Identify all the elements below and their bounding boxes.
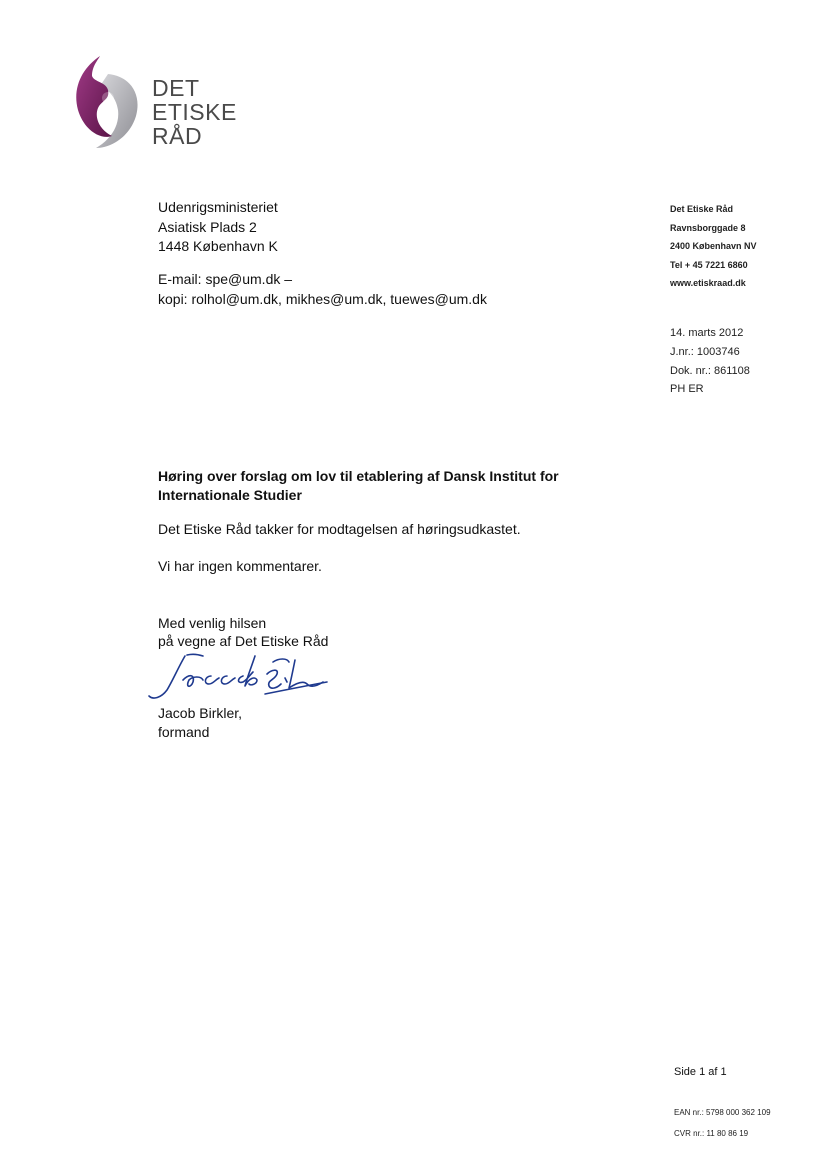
recipient-city: 1448 København K [158, 238, 278, 254]
closing [158, 614, 328, 650]
sender-street: Ravnsborggade 8 [670, 222, 746, 233]
cvr-number: CVR nr.: 11 80 86 19 [674, 1129, 749, 1138]
body-paragraph-2: Vi har ingen kommentarer. [158, 558, 322, 574]
page-number: Side 1 af 1 [674, 1066, 727, 1078]
logo-line-1: DET [152, 75, 200, 101]
closing-line-2: på vegne af Det Etiske Råd [158, 633, 329, 649]
initials: PH ER [670, 383, 704, 396]
logo-line-3: RÅD [152, 123, 203, 149]
sender-city: 2400 København NV [670, 241, 757, 251]
closing-line-1: Med venlig hilsen [158, 615, 267, 631]
sender-phone: Tel + 45 7221 6860 [670, 259, 748, 270]
logo-wordmark [152, 76, 237, 148]
recipient-name: Udenrigsministeriet [158, 199, 278, 215]
recipient-street: Asiatisk Plads 2 [158, 218, 257, 235]
sender-web: www.etiskraad.dk [670, 278, 746, 288]
letter-meta [670, 324, 750, 399]
registration-numbers [674, 1102, 771, 1144]
recipient-cc: kopi: rolhol@um.dk, mikhes@um.dk, tuewes@um.dk [158, 290, 487, 307]
signer [158, 704, 242, 742]
logo-line-2: ETISKE [152, 99, 237, 125]
signer-name: Jacob Birkler, [158, 705, 243, 721]
letter-subject [158, 467, 638, 505]
handwritten-signature-icon [145, 650, 345, 705]
subject-line-2: Internationale Studier [158, 487, 302, 503]
det-etiske-raad-logo-icon [72, 52, 144, 152]
recipient-email: E-mail: spe@um.dk – [158, 271, 293, 287]
ean-number: EAN nr.: 5798 000 362 109 [674, 1108, 771, 1117]
document-number: Dok. nr.: 861108 [670, 364, 750, 377]
recipient-address [158, 198, 278, 257]
signer-title: formand [158, 724, 210, 740]
letter-date: 14. marts 2012 [670, 327, 744, 339]
subject-line-1: Høring over forslag om lov til etablering af Dansk Institut for [158, 468, 559, 484]
body-paragraph-1: Det Etiske Råd takker for modtagelsen af høringsudkastet. [158, 521, 521, 537]
sender-address [670, 200, 757, 293]
recipient-email-block [158, 270, 487, 309]
sender-name: Det Etiske Råd [670, 204, 734, 214]
journal-number: J.nr.: 1003746 [670, 345, 740, 358]
